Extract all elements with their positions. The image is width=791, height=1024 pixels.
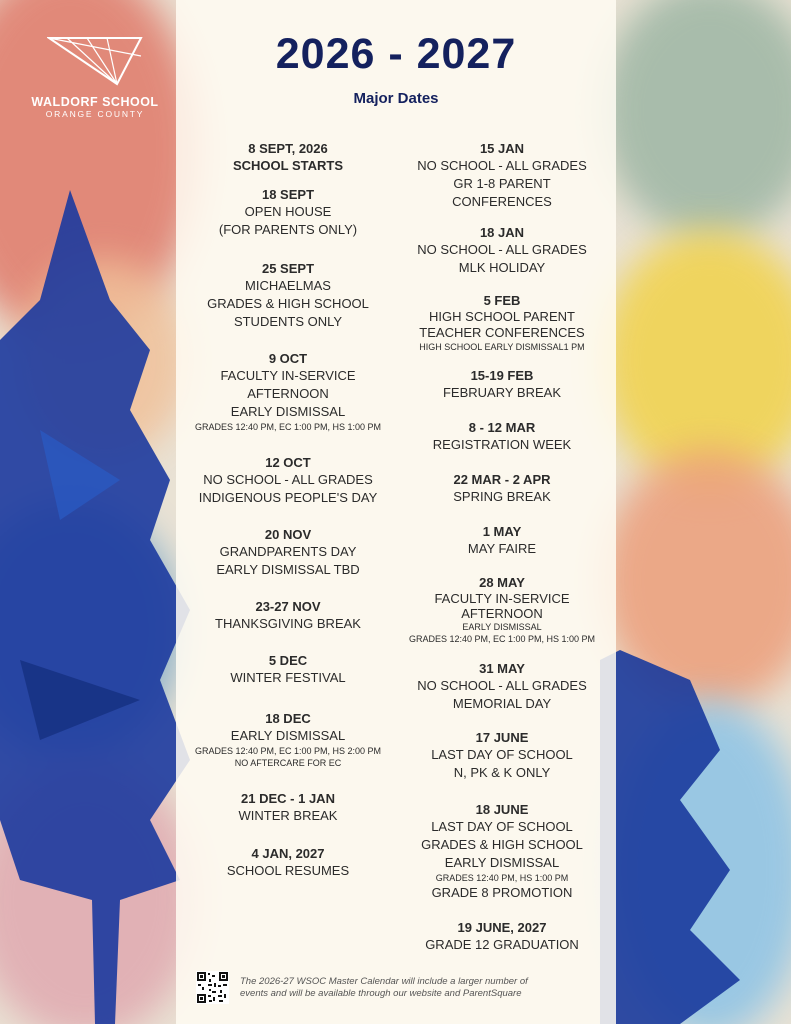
event-date: 22 MAR - 2 APR <box>453 472 551 487</box>
event-item <box>392 523 612 558</box>
event-date: 31 MAY <box>479 661 525 676</box>
event-line: SPRING BREAK <box>453 489 551 504</box>
blue-tree-left-icon <box>0 180 200 1024</box>
event-line: N, PK & K ONLY <box>453 765 551 780</box>
event-date: 21 DEC - 1 JAN <box>241 791 335 806</box>
event-date: 9 OCT <box>268 351 308 366</box>
event-item <box>392 140 612 211</box>
event-small-line: NO AFTERCARE FOR EC <box>234 758 342 768</box>
event-line: EARLY DISMISSAL <box>230 728 346 743</box>
event-small-line: GRADES 12:40 PM, HS 1:00 PM <box>435 873 569 883</box>
event-item <box>178 526 398 579</box>
event-item <box>178 790 398 825</box>
event-item <box>392 471 612 506</box>
event-date: 18 DEC <box>265 711 311 726</box>
event-line: OPEN HOUSE <box>244 204 332 219</box>
event-item <box>178 454 398 507</box>
event-item <box>392 419 612 454</box>
event-line: CONFERENCES <box>452 194 552 209</box>
event-line: GRADES & HIGH SCHOOL <box>421 837 583 852</box>
event-item <box>392 292 612 353</box>
event-line: EARLY DISMISSAL TBD <box>216 562 360 577</box>
event-date: 17 JUNE <box>475 730 529 745</box>
school-logo <box>20 36 170 119</box>
event-date: 12 OCT <box>265 455 311 470</box>
event-line: NO SCHOOL - ALL GRADES <box>203 472 373 487</box>
event-date: 19 JUNE, 2027 <box>457 920 547 935</box>
event-item <box>178 140 398 174</box>
event-item <box>392 801 612 902</box>
event-line: (FOR PARENTS ONLY) <box>218 222 358 237</box>
event-item <box>392 729 612 782</box>
event-line: THANKSGIVING BREAK <box>215 616 361 631</box>
event-line: INDIGENOUS PEOPLE'S DAY <box>198 490 378 505</box>
page-title: 2026 - 2027 <box>275 30 517 78</box>
event-item <box>392 919 612 954</box>
blue-tree-right-icon <box>600 640 791 1024</box>
event-line: WINTER BREAK <box>238 808 338 823</box>
event-date: 4 JAN, 2027 <box>251 846 325 861</box>
event-line: FEBRUARY BREAK <box>442 385 561 400</box>
event-item <box>178 652 398 687</box>
event-line: GRADE 12 GRADUATION <box>425 937 579 952</box>
event-line: FACULTY IN-SERVICE <box>434 591 570 606</box>
event-item <box>178 845 398 880</box>
event-item <box>178 598 398 633</box>
event-date: 18 JUNE <box>475 802 529 817</box>
event-line: AFTERNOON <box>247 386 329 401</box>
event-line: GRANDPARENTS DAY <box>219 544 357 559</box>
event-line: GR 1-8 PARENT <box>453 176 551 191</box>
event-line: MICHAELMAS <box>245 278 331 293</box>
event-date: 8 - 12 MAR <box>468 420 536 435</box>
event-item <box>178 186 398 239</box>
event-line: GRADES & HIGH SCHOOL <box>207 296 369 311</box>
event-line: LAST DAY OF SCHOOL <box>431 747 573 762</box>
waldorf-logo-icon <box>47 36 143 86</box>
school-name: WALDORF SCHOOL <box>31 95 159 109</box>
event-line: MEMORIAL DAY <box>452 696 552 711</box>
event-line: WINTER FESTIVAL <box>230 670 346 685</box>
footer-line: events and will be available through our website and ParentSquare <box>240 988 522 999</box>
event-line: FACULTY IN-SERVICE <box>220 368 356 383</box>
event-line: MAY FAIRE <box>467 541 537 556</box>
event-date: 5 FEB <box>483 293 521 308</box>
event-small-line: GRADES 12:40 PM, EC 1:00 PM, HS 1:00 PM <box>408 634 596 644</box>
footer-note <box>240 976 580 1000</box>
event-date: 18 JAN <box>479 225 525 240</box>
school-subname: ORANGE COUNTY <box>45 109 145 119</box>
event-line: HIGH SCHOOL PARENT <box>429 309 575 324</box>
event-item <box>178 350 398 433</box>
event-line: LAST DAY OF SCHOOL <box>431 819 573 834</box>
event-line: GRADE 8 PROMOTION <box>431 885 573 900</box>
event-line: EARLY DISMISSAL <box>230 404 346 419</box>
event-date: 23-27 NOV <box>255 599 321 614</box>
event-line: NO SCHOOL - ALL GRADES <box>417 678 587 693</box>
event-date: 20 NOV <box>264 527 312 542</box>
event-line: EARLY DISMISSAL <box>444 855 560 870</box>
page-subtitle: Major Dates <box>353 90 439 107</box>
event-line: AFTERNOON <box>461 606 543 621</box>
event-date: 28 MAY <box>479 575 525 590</box>
event-line: MLK HOLIDAY <box>458 260 546 275</box>
event-date: 18 SEPT <box>261 187 315 202</box>
event-item <box>178 710 398 769</box>
event-item <box>392 660 612 713</box>
event-date: 8 SEPT, 2026 <box>248 141 328 156</box>
event-item <box>178 260 398 331</box>
event-small-line: HIGH SCHOOL EARLY DISMISSAL1 PM <box>419 342 585 352</box>
event-line: NO SCHOOL - ALL GRADES <box>417 158 587 173</box>
event-line: TEACHER CONFERENCES <box>419 325 585 340</box>
event-date: 15-19 FEB <box>470 368 534 383</box>
event-item <box>392 367 612 402</box>
qr-code-icon[interactable] <box>196 971 229 1004</box>
event-small-line: EARLY DISMISSAL <box>462 622 542 632</box>
event-item <box>392 574 612 645</box>
event-line: SCHOOL STARTS <box>232 158 344 173</box>
event-line: STUDENTS ONLY <box>233 314 343 329</box>
event-date: 1 MAY <box>482 524 522 539</box>
event-item <box>392 224 612 277</box>
footer-line: The 2026-27 WSOC Master Calendar will include a larger number of <box>240 976 528 987</box>
event-date: 25 SEPT <box>261 261 315 276</box>
event-date: 15 JAN <box>479 141 525 156</box>
event-line: REGISTRATION WEEK <box>432 437 572 452</box>
event-small-line: GRADES 12:40 PM, EC 1:00 PM, HS 1:00 PM <box>194 422 382 432</box>
event-line: SCHOOL RESUMES <box>226 863 350 878</box>
event-small-line: GRADES 12:40 PM, EC 1:00 PM, HS 2:00 PM <box>194 746 382 756</box>
event-date: 5 DEC <box>268 653 308 668</box>
event-line: NO SCHOOL - ALL GRADES <box>417 242 587 257</box>
